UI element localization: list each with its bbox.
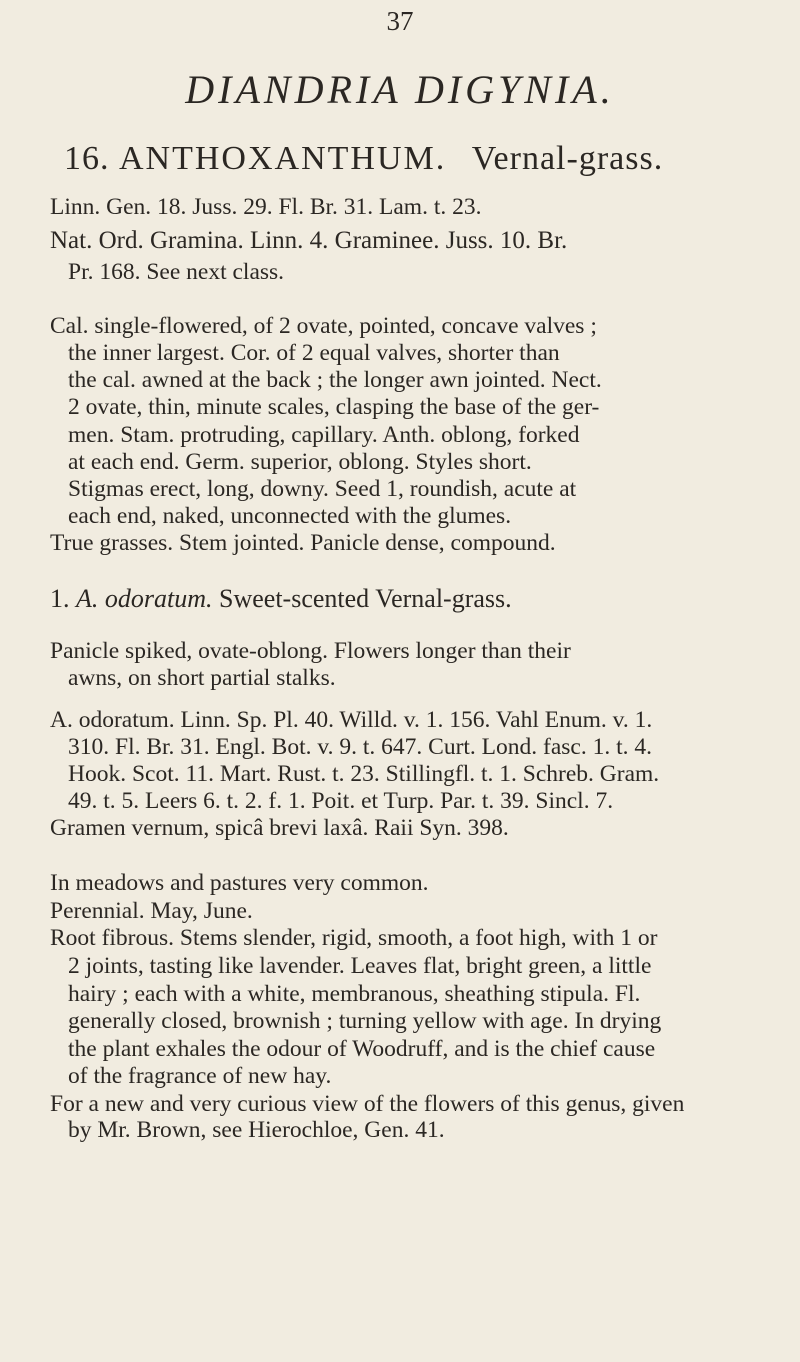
page-number: 37 — [386, 6, 414, 36]
species-number: 1. — [50, 584, 70, 613]
text-line: at each end. Germ. superior, oblong. Styles short. — [68, 449, 532, 475]
text-line: 2 joints, tasting like lavender. Leaves flat, bright green, a little — [68, 953, 652, 979]
text-line: 2 ovate, thin, minute scales, clasping the base of the ger- — [68, 394, 600, 420]
genus-reference-line: Nat. Ord. Gramina. Linn. 4. Graminee. Juss. 10. Br. — [50, 227, 568, 254]
text-line: the plant exhales the odour of Woodruff, and is the chief cause — [68, 1036, 656, 1062]
text-line: For a new and very curious view of the flowers of this genus, given — [50, 1091, 685, 1117]
genus-heading — [64, 140, 784, 178]
text-line: 49. t. 5. Leers 6. t. 2. f. 1. Poit. et Turp. Par. t. 39. Sincl. 7. — [68, 788, 614, 814]
text-line: A. odoratum. Linn. Sp. Pl. 40. Willd. v. 1. 156. Vahl Enum. v. 1. — [50, 707, 653, 733]
genus-name: ANTHOXANTHUM. — [119, 140, 447, 177]
text-line: the cal. awned at the back ; the longer awn jointed. Nect. — [68, 367, 602, 393]
text-line: men. Stam. protruding, capillary. Anth. oblong, forked — [68, 422, 580, 448]
text-line: hairy ; each with a white, membranous, sheathing stipula. Fl. — [68, 981, 641, 1007]
text-line: True grasses. Stem jointed. Panicle dense, compound. — [50, 530, 556, 556]
text-line: 310. Fl. Br. 31. Engl. Bot. v. 9. t. 647. Curt. Lond. fasc. 1. t. 4. — [68, 734, 653, 760]
genus-reference-line: Linn. Gen. 18. Juss. 29. Fl. Br. 31. Lam. t. 23. — [50, 194, 482, 220]
text-line: Hook. Scot. 11. Mart. Rust. t. 23. Stillingfl. t. 1. Schreb. Gram. — [68, 761, 660, 787]
text-line: Stigmas erect, long, downy. Seed 1, roundish, acute at — [68, 476, 577, 502]
text-line: each end, naked, unconnected with the glumes. — [68, 503, 512, 529]
genus-number: 16. — [64, 140, 110, 177]
species-heading — [50, 584, 772, 614]
text-line: awns, on short partial stalks. — [68, 665, 336, 691]
running-head: DIANDRIA DIGYNIA. — [185, 67, 615, 112]
text-line: Panicle spiked, ovate-oblong. Flowers longer than their — [50, 638, 571, 664]
text-line: Gramen vernum, spicâ brevi laxâ. Raii Syn. 398. — [50, 815, 509, 841]
genus-reference-line: Pr. 168. See next class. — [68, 259, 285, 285]
species-common-name: Sweet-scented Vernal-grass. — [219, 584, 512, 613]
genus-common-name: Vernal-grass. — [471, 140, 664, 177]
text-line: generally closed, brownish ; turning yellow with age. In drying — [68, 1008, 662, 1034]
text-line: Root fibrous. Stems slender, rigid, smooth, a foot high, with 1 or — [50, 925, 658, 951]
text-line: the inner largest. Cor. of 2 equal valves, shorter than — [68, 340, 560, 366]
duration: Perennial. May, June. — [50, 898, 253, 924]
text-line: by Mr. Brown, see Hierochloe, Gen. 41. — [68, 1117, 445, 1143]
text-line: Cal. single-flowered, of 2 ovate, pointed, concave valves ; — [50, 313, 597, 339]
species-name: A. odoratum. — [76, 584, 213, 613]
habitat: In meadows and pastures very common. — [50, 870, 429, 896]
text-line: of the fragrance of new hay. — [68, 1063, 332, 1089]
